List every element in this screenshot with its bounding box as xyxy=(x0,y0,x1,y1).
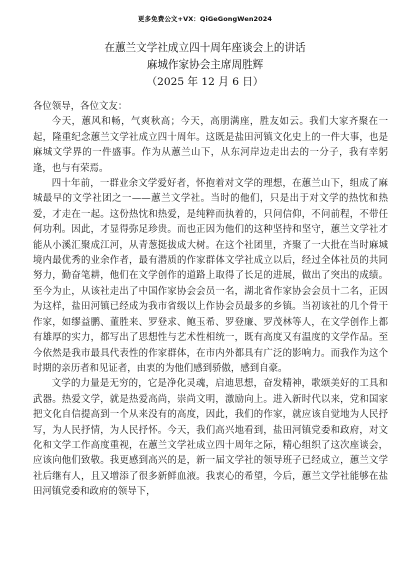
speech-date: （2025 年 12 月 6 日） xyxy=(146,76,264,88)
salutation: 各位领导，各位文友： xyxy=(33,101,128,112)
speech-body xyxy=(33,99,388,500)
speech-title: 在蕙兰文学社成立四十周年座谈会上的讲话 xyxy=(104,42,306,54)
title-block xyxy=(0,40,410,91)
speaker-line: 麻城作家协会主席周胜辉 xyxy=(146,59,264,71)
paragraph-2: 四十年前，一群业余文学爱好者，怀抱着对文学的理想，在蕙兰山下，组成了麻城最早的文学社团之一——蕙兰文学社。当时的他们，只是出于对文学的热忱和热爱，才走在一起。这份热忱和热爱，是纯粹而执着的，只问信仰，不问前程，不带任何功利。因此，才显得弥足珍贵。而也正因为他们的这种坚持和坚守，蕙兰文学社才能从小溪汇聚成江河，从青葱挺拔成大树。在这个社团里，齐聚了一大批在当时麻城境内最优秀的业余作者，最有潜质的作家群体文学社成立以后，经过全体社员的共同努力，勤奋笔耕，他们在文学创作的道路上取得了长足的进展，做出了突出的成绩。至今为止，从该社走出了中国作家协会会员一名，湖北省作家协会会员十二名，正因为这样，盐田河镇已经成为我市省级以上作协会员最多的乡镇。当初该社的几个骨干作家，如缪益鹏、董胜来、罗登求、鲍玉希、罗登廉、罗茂林等人，在文学创作上都有雄厚的实力，都写出了思想性与艺术性相统一，既有高度又有温度的文学作品。至今依然是我市最具代表性的作家群体，在市内外都具有广泛的影响力。而我作为这个时期的亲历者和见证者，由衷的为他们感到骄傲，感到自豪。 xyxy=(33,178,388,374)
paragraph-3: 文学的力量是无穷的，它是净化灵魂，启迪思想，奋发精神，歌颂美好的工具和武器。热爱文学，就是热爱高尚，崇尚文明，激励向上。进入新时代以来，党和国家把文化自信提高到一个从来没有的高度，因此，我们的作家，就应该自觉地为人民抒写，为人民抒情，为人民抒怀。今天，我们高兴地看到，盐田河镇党委和政府，对文化和文学工作高度重视，在蕙兰文学社成立四十周年之际，精心组织了这次座谈会，应该向他们致敬。我更感到高兴的是，新一届文学社的领导班子已经成立，蕙兰文学社后继有人，且又增添了很多新鲜血液。我衷心的希望，今后，蕙兰文学社能够在盐田河镇党委和政府的领导下， xyxy=(33,378,388,498)
paragraph-1: 今天，蕙风和畅，气爽秋高；今天，高朋满座，胜友如云。我们大家齐聚在一起，隆重纪念蕙兰文学社成立四十周年。这既是盐田河镇文化史上的一件大事，也是麻城文学界的一件盛事。作为从蕙兰山下，从东河岸边走出去的一分子，我有幸躬逢，也与有荣焉。 xyxy=(33,116,388,174)
header-note: 更多免费公文+VX：QiGeGongWen2024 xyxy=(137,15,273,23)
